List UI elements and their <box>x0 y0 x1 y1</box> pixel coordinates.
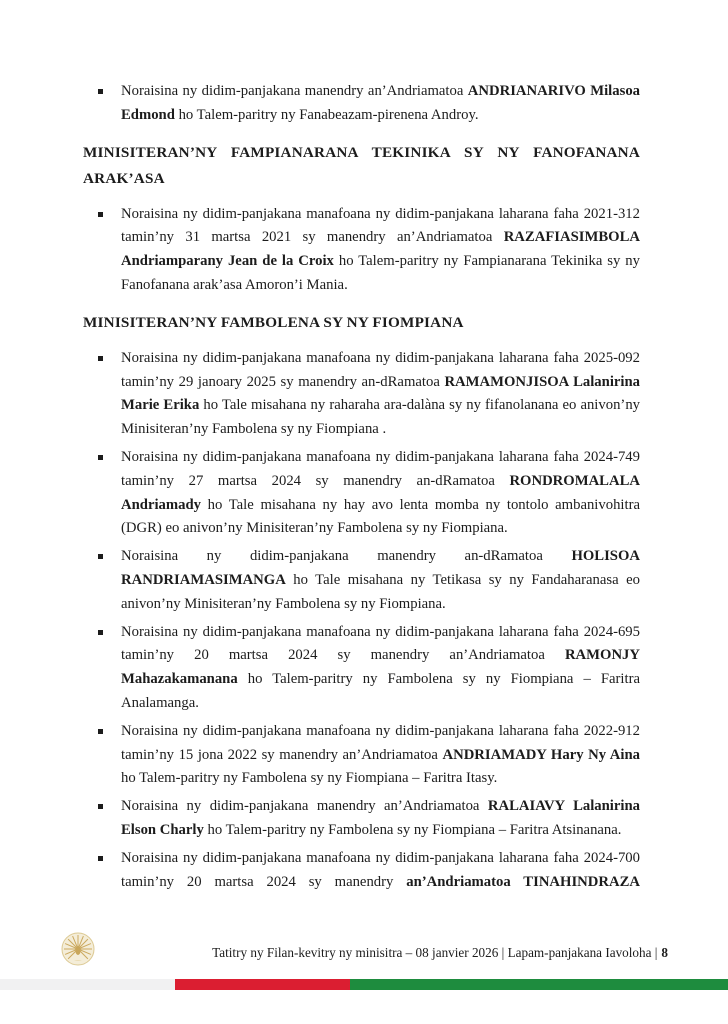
section-heading: MINISITERAN’NY FAMPIANARANA TEKINIKA SY NY FANOFANANA ARAK’ASA <box>83 143 640 187</box>
bullet-item <box>83 203 640 298</box>
text-run: ho Talem-paritry ny Fanabeazam-pirenena Androy. <box>174 106 479 123</box>
flag-segment-white <box>0 979 175 990</box>
text-run: Noraisina ny didim-panjakana manendry an’Andriamatoa <box>121 83 468 99</box>
page-number: 8 <box>661 945 668 960</box>
text-run: ho Talem-paritry ny Fambolena sy ny Fiompiana – Faritra Analamanga. <box>121 671 640 711</box>
person-name: RAMAMONJISOA Lalanirina Marie Erika <box>121 373 641 414</box>
text-run: Noraisina ny didim-panjakana manafoana ny didim-panjakana laharana faha 2021-312 tamin’ny 31 martsa 2021 sy manendry an’Andriamatoa <box>121 205 640 246</box>
document-body <box>83 80 640 898</box>
text-run: Noraisina ny didim-panjakana manafoana ny didim-panjakana laharana faha 2024-695 tamin’ny 20 martsa 2024 sy manendry an’Andriamatoa <box>121 623 640 664</box>
person-name: RAMONJY Mahazakamanana <box>121 647 640 688</box>
person-name: an’Andriamatoa TINAHINDRAZA <box>406 873 640 890</box>
bullet-item <box>83 446 640 541</box>
bullet-item <box>83 795 640 843</box>
footer <box>212 943 668 963</box>
bullet-item <box>83 545 640 616</box>
person-name: HOLISOA RANDRIAMASIMANGA <box>121 548 640 588</box>
flag-segment-red <box>175 979 350 990</box>
flag-bar <box>0 979 728 990</box>
person-name: RALAIAVY Lalanirina Elson Charly <box>121 798 640 838</box>
text-run: ho Tale misahana ny hay avo lenta momba ny tontolo ambanivohitra (DGR) eo anivon’ny Minisiteran’ny Fambolena sy ny Fiompiana. <box>121 496 640 537</box>
bullet-list <box>83 347 640 895</box>
bullet-list <box>83 80 640 128</box>
text-run: Noraisina ny didim-panjakana manafoana ny didim-panjakana laharana faha 2024-700 tamin’ny 20 martsa 2024 sy manendry <box>121 849 640 890</box>
section-heading: MINISITERAN’NY FAMBOLENA SY NY FIOMPIANA <box>83 313 464 331</box>
person-name: RAZAFIASIMBOLA Andriamparany Jean de la Croix <box>121 229 640 270</box>
bullet-item <box>83 80 640 128</box>
text-run: ho Tale misahana ny raharaha ara-dalàna sy ny fifanolanana eo anivon’ny Minisiteran’ny Fambolena sy ny Fiompiana . <box>121 397 641 438</box>
text-run: Noraisina ny didim-panjakana manafoana ny didim-panjakana laharana faha 2024-749 tamin’ny 27 martsa 2024 sy manendry an-dRamatoa <box>121 448 640 489</box>
bullet-list <box>83 203 640 298</box>
text-run: ho Talem-paritry ny Fambolena sy ny Fiompiana – Faritra Itasy. <box>121 770 498 787</box>
flag-segment-green <box>350 979 728 990</box>
text-run: Noraisina ny didim-panjakana manafoana ny didim-panjakana laharana faha 2025-092 tamin’ny 29 janoary 2025 sy manendry an-dRamatoa <box>121 349 640 390</box>
bullet-item <box>83 847 640 895</box>
person-name: ANDRIAMADY Hary Ny Aina <box>442 746 641 763</box>
text-run: Noraisina ny didim-panjakana manendry an’Andriamatoa <box>121 798 488 815</box>
footer-caption: Tatitry ny Filan-kevitry ny minisitra – 08 janvier 2026 | Lapam-panjakana Iavoloha | <box>212 945 658 960</box>
bullet-item <box>83 621 640 716</box>
person-name: RONDROMALALA Andriamady <box>121 472 640 513</box>
person-name: ANDRIANARIVO Milasoa Edmond <box>121 83 641 123</box>
text-run: Noraisina ny didim-panjakana manendry an-dRamatoa <box>121 548 572 565</box>
bullet-item <box>83 720 640 791</box>
text-run: ho Talem-paritry ny Fambolena sy ny Fiompiana – Faritra Atsinanana. <box>203 821 622 838</box>
presidential-seal-icon <box>61 932 95 966</box>
text-run: Noraisina ny didim-panjakana manafoana ny didim-panjakana laharana faha 2022-912 tamin’ny 15 jona 2022 sy manendry an’Andriamatoa <box>121 722 640 763</box>
bullet-item <box>83 347 640 442</box>
text-run: ho Talem-paritry ny Fampianarana Tekinika sy ny Fanofanana arak’asa Amoron’i Mania. <box>121 253 640 293</box>
text-run: ho Tale misahana ny Tetikasa sy ny Fandaharanasa eo anivon’ny Minisiteran’ny Fambolena sy ny Fiompiana. <box>121 571 640 612</box>
